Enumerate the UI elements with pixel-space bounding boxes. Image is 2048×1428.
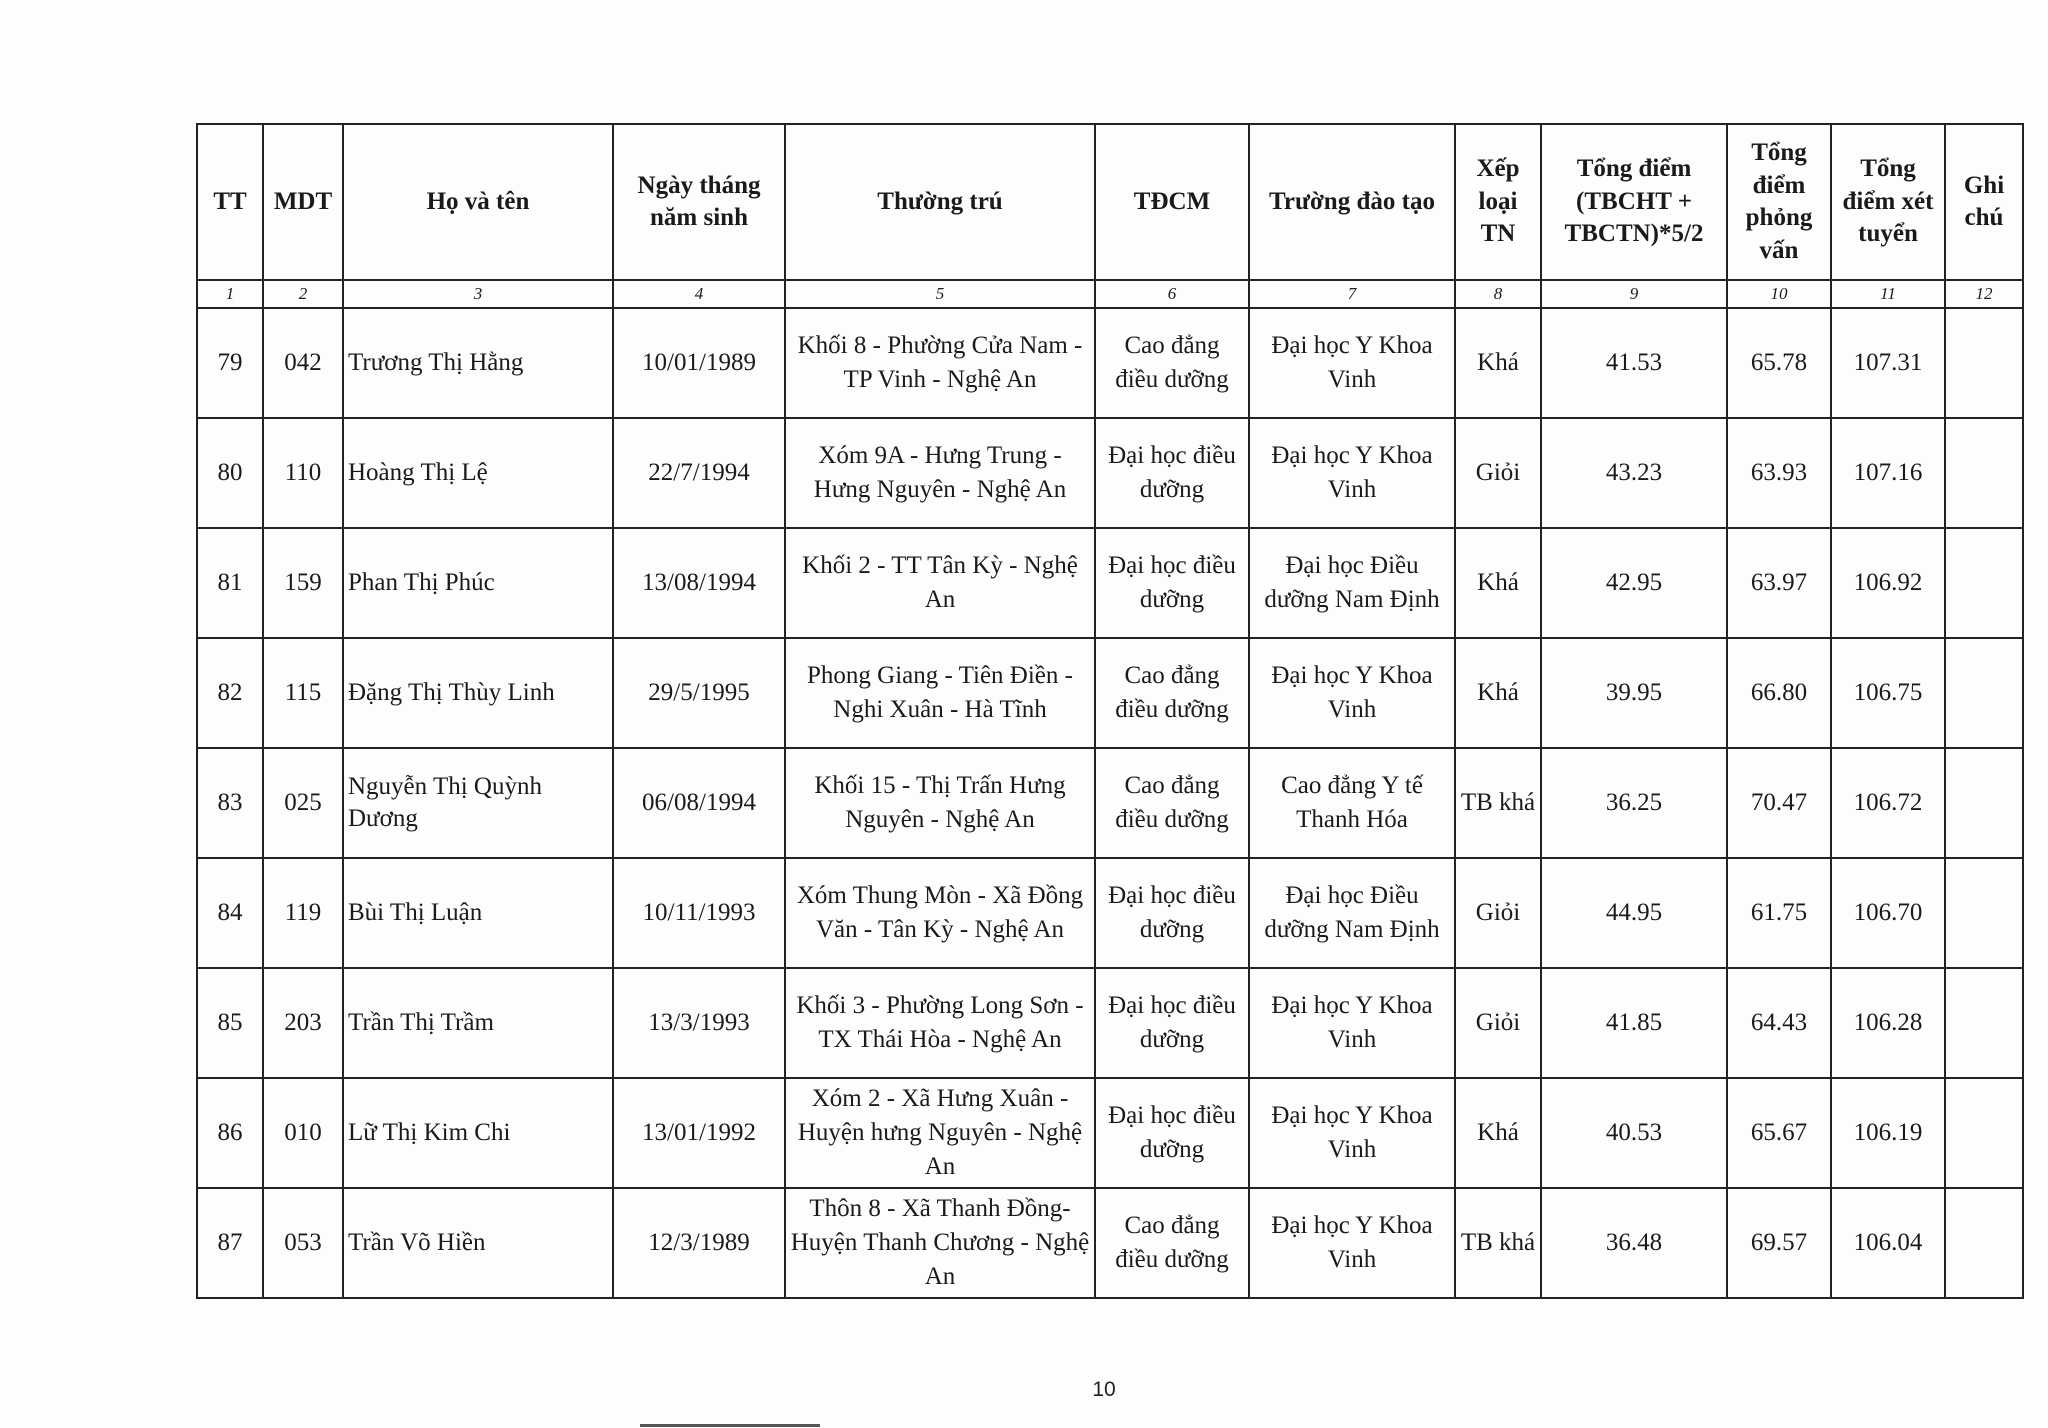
cell-graduation-rank: Khá [1455,528,1541,638]
cell-qualification: Đại học điều dưỡng [1095,1078,1249,1188]
column-number: 5 [785,280,1095,308]
cell-interview-score: 66.80 [1727,638,1831,748]
cell-academic-score: 41.85 [1541,968,1727,1078]
cell-notes [1945,308,2023,418]
cell-tt: 79 [197,308,263,418]
cell-academic-score: 40.53 [1541,1078,1727,1188]
cell-total-score: 106.92 [1831,528,1945,638]
cell-full-name: Đặng Thị Thùy Linh [343,638,613,748]
cell-school: Cao đẳng Y tế Thanh Hóa [1249,748,1455,858]
cell-academic-score: 42.95 [1541,528,1727,638]
cell-tt: 86 [197,1078,263,1188]
cell-notes [1945,858,2023,968]
cell-date-of-birth: 22/7/1994 [613,418,785,528]
cell-qualification: Đại học điều dưỡng [1095,528,1249,638]
cell-mdt: 053 [263,1188,343,1298]
cell-total-score: 106.75 [1831,638,1945,748]
cell-date-of-birth: 13/08/1994 [613,528,785,638]
header-row [197,124,2023,280]
column-number: 3 [343,280,613,308]
cell-date-of-birth: 13/01/1992 [613,1078,785,1188]
column-number: 10 [1727,280,1831,308]
cell-graduation-rank: Giỏi [1455,858,1541,968]
cell-graduation-rank: TB khá [1455,748,1541,858]
cell-academic-score: 36.25 [1541,748,1727,858]
cell-total-score: 106.28 [1831,968,1945,1078]
cell-total-score: 107.31 [1831,308,1945,418]
header-notes: Ghi chú [1945,124,2023,280]
cell-interview-score: 61.75 [1727,858,1831,968]
cell-full-name: Hoàng Thị Lệ [343,418,613,528]
cell-tt: 81 [197,528,263,638]
header-school: Trường đào tạo [1249,124,1455,280]
cell-date-of-birth: 12/3/1989 [613,1188,785,1298]
cell-graduation-rank: Khá [1455,638,1541,748]
cell-full-name: Trần Võ Hiền [343,1188,613,1298]
page-number: 10 [1092,1378,1116,1401]
cell-residence: Khối 15 - Thị Trấn Hưng Nguyên - Nghệ An [785,748,1095,858]
cell-date-of-birth: 13/3/1993 [613,968,785,1078]
cell-academic-score: 44.95 [1541,858,1727,968]
ranking-table-container [196,123,2022,1299]
cell-full-name: Trương Thị Hằng [343,308,613,418]
cell-mdt: 115 [263,638,343,748]
column-number-row [197,280,2023,308]
cell-full-name: Phan Thị Phúc [343,528,613,638]
cell-mdt: 119 [263,858,343,968]
cell-school: Đại học Y Khoa Vinh [1249,1188,1455,1298]
column-number: 11 [1831,280,1945,308]
cell-residence: Khối 3 - Phường Long Sơn - TX Thái Hòa - Nghệ An [785,968,1095,1078]
cell-qualification: Cao đẳng điều dưỡng [1095,748,1249,858]
cell-tt: 80 [197,418,263,528]
cell-school: Đại học Y Khoa Vinh [1249,638,1455,748]
cell-tt: 82 [197,638,263,748]
header-mdt: MDT [263,124,343,280]
column-number: 6 [1095,280,1249,308]
cell-academic-score: 36.48 [1541,1188,1727,1298]
header-academic-score: Tổng điểm (TBCHT + TBCTN)*5/2 [1541,124,1727,280]
cell-school: Đại học Điều dưỡng Nam Định [1249,528,1455,638]
cell-mdt: 110 [263,418,343,528]
cell-date-of-birth: 29/5/1995 [613,638,785,748]
table-row [197,1078,2023,1188]
cell-qualification: Cao đẳng điều dưỡng [1095,638,1249,748]
cell-notes [1945,1188,2023,1298]
header-interview-score: Tổng điểm phỏng vấn [1727,124,1831,280]
cell-qualification: Cao đẳng điều dưỡng [1095,1188,1249,1298]
cell-full-name: Bùi Thị Luận [343,858,613,968]
cell-date-of-birth: 10/11/1993 [613,858,785,968]
cell-qualification: Cao đẳng điều dưỡng [1095,308,1249,418]
scan-artifact-line [640,1424,820,1427]
header-graduation-rank: Xếp loại TN [1455,124,1541,280]
header-total-score: Tổng điểm xét tuyển [1831,124,1945,280]
cell-notes [1945,418,2023,528]
column-number: 1 [197,280,263,308]
cell-residence: Xóm Thung Mòn - Xã Đồng Văn - Tân Kỳ - Nghệ An [785,858,1095,968]
cell-tt: 87 [197,1188,263,1298]
column-number: 9 [1541,280,1727,308]
cell-total-score: 106.19 [1831,1078,1945,1188]
cell-date-of-birth: 10/01/1989 [613,308,785,418]
cell-qualification: Đại học điều dưỡng [1095,418,1249,528]
column-number: 2 [263,280,343,308]
cell-date-of-birth: 06/08/1994 [613,748,785,858]
cell-residence: Khối 2 - TT Tân Kỳ - Nghệ An [785,528,1095,638]
cell-qualification: Đại học điều dưỡng [1095,858,1249,968]
header-qualification: TĐCM [1095,124,1249,280]
column-number: 4 [613,280,785,308]
cell-notes [1945,748,2023,858]
table-row [197,638,2023,748]
cell-full-name: Trần Thị Trầm [343,968,613,1078]
cell-school: Đại học Y Khoa Vinh [1249,418,1455,528]
cell-total-score: 106.72 [1831,748,1945,858]
cell-notes [1945,1078,2023,1188]
cell-tt: 83 [197,748,263,858]
cell-academic-score: 39.95 [1541,638,1727,748]
cell-interview-score: 64.43 [1727,968,1831,1078]
cell-school: Đại học Y Khoa Vinh [1249,308,1455,418]
header-tt: TT [197,124,263,280]
cell-notes [1945,638,2023,748]
cell-graduation-rank: Khá [1455,308,1541,418]
cell-notes [1945,528,2023,638]
table-row [197,1188,2023,1298]
table-row [197,528,2023,638]
cell-mdt: 203 [263,968,343,1078]
cell-interview-score: 65.78 [1727,308,1831,418]
cell-interview-score: 69.57 [1727,1188,1831,1298]
table-row [197,418,2023,528]
column-number: 7 [1249,280,1455,308]
cell-academic-score: 43.23 [1541,418,1727,528]
cell-total-score: 107.16 [1831,418,1945,528]
cell-interview-score: 63.97 [1727,528,1831,638]
cell-graduation-rank: TB khá [1455,1188,1541,1298]
cell-mdt: 010 [263,1078,343,1188]
cell-school: Đại học Y Khoa Vinh [1249,968,1455,1078]
cell-school: Đại học Điều dưỡng Nam Định [1249,858,1455,968]
cell-residence: Xóm 2 - Xã Hưng Xuân - Huyện hưng Nguyên - Nghệ An [785,1078,1095,1188]
cell-academic-score: 41.53 [1541,308,1727,418]
cell-residence: Xóm 9A - Hưng Trung - Hưng Nguyên - Nghệ An [785,418,1095,528]
table-row [197,968,2023,1078]
cell-school: Đại học Y Khoa Vinh [1249,1078,1455,1188]
table-row [197,748,2023,858]
cell-mdt: 025 [263,748,343,858]
cell-graduation-rank: Giỏi [1455,418,1541,528]
ranking-table [196,123,2024,1299]
header-residence: Thường trú [785,124,1095,280]
column-number: 8 [1455,280,1541,308]
cell-interview-score: 70.47 [1727,748,1831,858]
cell-interview-score: 65.67 [1727,1078,1831,1188]
cell-residence: Phong Giang - Tiên Điền - Nghi Xuân - Hà Tĩnh [785,638,1095,748]
cell-graduation-rank: Giỏi [1455,968,1541,1078]
cell-interview-score: 63.93 [1727,418,1831,528]
cell-tt: 84 [197,858,263,968]
cell-full-name: Nguyễn Thị Quỳnh Dương [343,748,613,858]
column-number: 12 [1945,280,2023,308]
header-date-of-birth: Ngày tháng năm sinh [613,124,785,280]
cell-full-name: Lữ Thị Kim Chi [343,1078,613,1188]
cell-notes [1945,968,2023,1078]
cell-residence: Khối 8 - Phường Cửa Nam - TP Vinh - Nghệ An [785,308,1095,418]
header-full-name: Họ và tên [343,124,613,280]
table-row [197,858,2023,968]
cell-graduation-rank: Khá [1455,1078,1541,1188]
cell-mdt: 042 [263,308,343,418]
cell-total-score: 106.04 [1831,1188,1945,1298]
cell-qualification: Đại học điều dưỡng [1095,968,1249,1078]
table-row [197,308,2023,418]
cell-tt: 85 [197,968,263,1078]
cell-mdt: 159 [263,528,343,638]
cell-total-score: 106.70 [1831,858,1945,968]
cell-residence: Thôn 8 - Xã Thanh Đồng- Huyện Thanh Chương - Nghệ An [785,1188,1095,1298]
